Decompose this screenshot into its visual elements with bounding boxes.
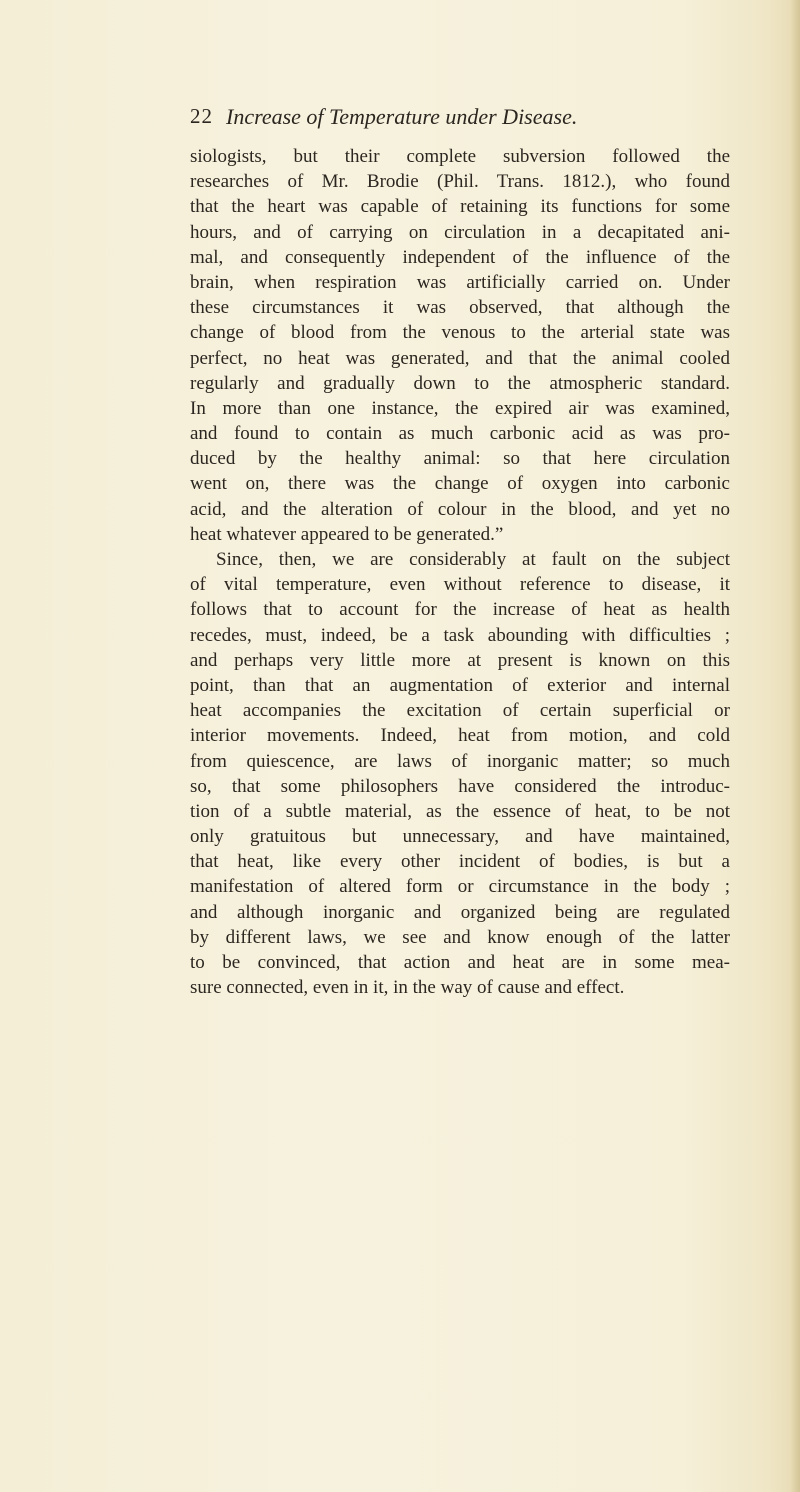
text-line: mal, and consequently independent of the influence of the: [190, 246, 730, 268]
text-line: so, that some philosophers have considered the introduc-: [190, 775, 730, 797]
text-line: by different laws, we see and know enough of the latter: [190, 926, 730, 948]
text-line: heat whatever appeared to be generated.”: [190, 523, 504, 545]
text-line: that the heart was capable of retaining its functions for some: [190, 196, 730, 218]
text-line: siologists, but their complete subversion followed the: [190, 146, 730, 167]
page-header: [190, 104, 710, 136]
text-line: point, than that an augmentation of exterior and internal: [190, 674, 730, 696]
text-line: of vital temperature, even without reference to disease, it: [190, 574, 730, 596]
text-line: interior movements. Indeed, heat from motion, and cold: [190, 725, 730, 747]
text-line: follows that to account for the increase of heat as health: [190, 599, 730, 621]
text-line: Since, then, we are considerably at fault on the subject: [216, 549, 730, 570]
page-edge-shadow: [790, 0, 800, 1492]
text-line: acid, and the alteration of colour in the blood, and yet no: [190, 498, 730, 520]
text-line: to be convinced, that action and heat are in some mea-: [190, 952, 730, 973]
text-line: researches of Mr. Brodie (Phil. Trans. 1812.), who found: [190, 171, 730, 193]
text-line: regularly and gradually down to the atmospheric standard.: [190, 372, 730, 394]
text-line: went on, there was the change of oxygen into carbonic: [190, 473, 730, 495]
text-line: hours, and of carrying on circulation in a decapitated ani-: [190, 221, 730, 243]
text-line: perfect, no heat was generated, and that the animal cooled: [190, 347, 730, 369]
text-line: tion of a subtle material, as the essence of heat, to be not: [190, 800, 730, 822]
text-line: from quiescence, are laws of inorganic matter; so much: [190, 750, 730, 772]
text-line: only gratuitous but unnecessary, and have maintained,: [190, 826, 730, 848]
body-text: [190, 144, 730, 1000]
page-number: 22: [190, 104, 213, 128]
text-line: brain, when respiration was artificially carried on. Under: [190, 271, 730, 293]
text-line: In more than one instance, the expired air was examined,: [190, 397, 730, 419]
text-line: duced by the healthy animal: so that here circulation: [190, 448, 730, 470]
text-line: sure connected, even in it, in the way of cause and effect.: [190, 977, 625, 999]
text-line: and found to contain as much carbonic acid as was pro-: [190, 423, 730, 445]
text-line: and perhaps very little more at present is known on this: [190, 649, 730, 671]
text-line: that heat, like every other incident of bodies, is but a: [190, 851, 730, 873]
text-line: and although inorganic and organized being are regulated: [190, 901, 730, 923]
text-line: change of blood from the venous to the arterial state was: [190, 322, 730, 344]
running-title: Increase of Temperature under Disease.: [226, 104, 578, 129]
text-line: manifestation of altered form or circumstance in the body ;: [190, 876, 730, 898]
text-line: heat accompanies the excitation of certain superficial or: [190, 700, 730, 722]
text-line: these circumstances it was observed, that although the: [190, 297, 730, 319]
text-line: recedes, must, indeed, be a task abounding with difficulties ;: [190, 624, 730, 646]
